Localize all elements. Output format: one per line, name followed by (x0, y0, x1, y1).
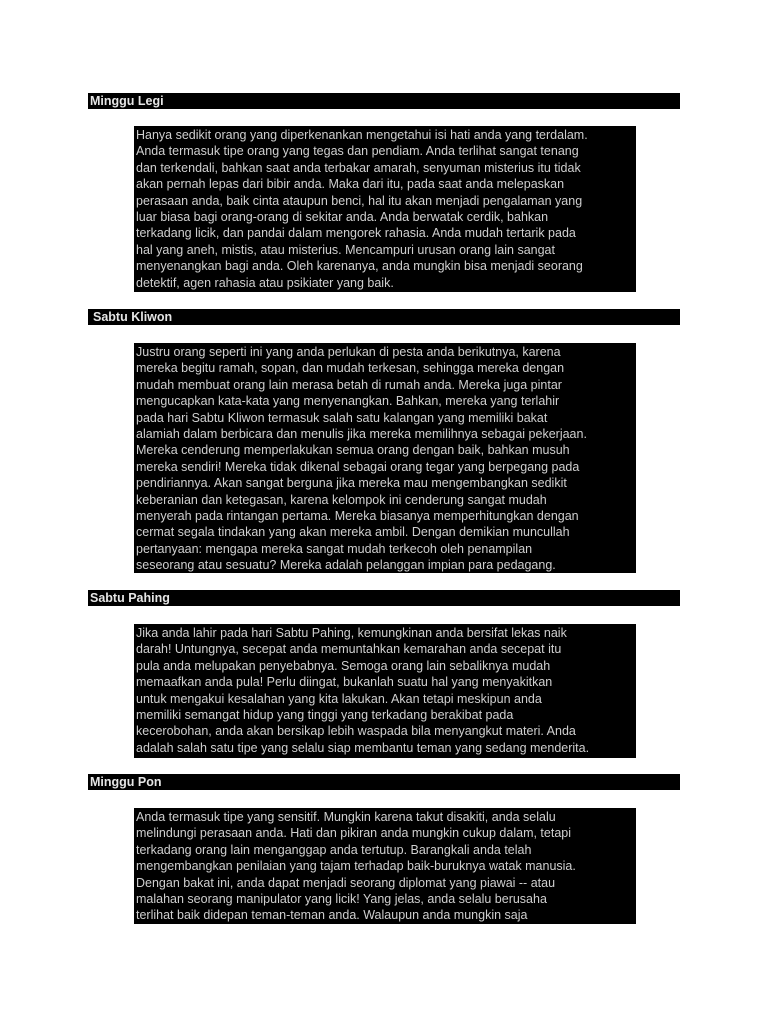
text-line: dan terkendali, bahkan saat anda terbakar amarah, senyuman misterius itu tidak (136, 160, 581, 175)
text-line: kecerobohan, anda akan bersikap lebih waspada bila menyangkut materi. Anda (136, 724, 576, 739)
section-text-sabtu-kliwon (134, 343, 636, 573)
text-line: perasaan anda, baik cinta ataupun benci, hal itu akan menjadi pengalaman yang (136, 193, 583, 208)
section-text-minggu-legi (134, 126, 636, 292)
section-heading-minggu-legi: Minggu Legi (88, 93, 680, 109)
text-line: pertanyaan: mengapa mereka sangat mudah terkecoh oleh penampilan (136, 541, 533, 556)
text-line: terkadang orang lain menganggap anda tertutup. Barangkali anda telah (136, 842, 532, 857)
text-line: terlihat baik didepan teman-teman anda. Walaupun anda mungkin saja (136, 908, 528, 923)
text-line: malahan seorang manipulator yang licik! Yang jelas, anda selalu berusaha (136, 892, 547, 907)
text-line: detektif, agen rahasia atau psikiater yang baik. (136, 275, 394, 290)
text-line: pula anda melupakan penyebabnya. Semoga orang lain sebaliknya mudah (136, 658, 551, 673)
text-line: luar biasa bagi orang-orang di sekitar anda. Anda berwatak cerdik, bahkan (136, 210, 549, 225)
text-line: Justru orang seperti ini yang anda perlukan di pesta anda berikutnya, karena (136, 345, 561, 359)
text-line: mengembangkan penilaian yang tajam terhadap baik-buruknya watak manusia. (136, 859, 576, 874)
text-line: akan pernah lepas dari bibir anda. Maka dari itu, pada saat anda melepaskan (136, 177, 565, 192)
text-line: pada hari Sabtu Kliwon termasuk salah satu kalangan yang memiliki bakat (136, 410, 548, 425)
text-line: hal yang aneh, mistis, atau misterius. Mencampuri urusan orang lain sangat (136, 242, 555, 257)
section-text-minggu-pon (134, 808, 636, 924)
text-line: mereka begitu ramah, sopan, dan mudah terkesan, sehingga mereka dengan (136, 361, 565, 376)
text-line: menyerah pada rintangan pertama. Mereka biasanya memperhitungkan dengan (136, 509, 579, 524)
text-line: Jika anda lahir pada hari Sabtu Pahing, kemungkinan anda bersifat lekas naik (136, 626, 567, 640)
section-heading-sabtu-kliwon: Sabtu Kliwon (88, 309, 680, 325)
text-line: Hanya sedikit orang yang diperkenankan mengetahui isi hati anda yang terdalam. (136, 128, 588, 142)
text-line: mudah membuat orang lain merasa betah di rumah anda. Mereka juga pintar (136, 377, 562, 392)
text-line: seseorang atau sesuatu? Mereka adalah pelanggan impian para pedagang. (136, 558, 556, 573)
text-line: melindungi perasaan anda. Hati dan pikiran anda mungkin cukup dalam, tetapi (136, 826, 572, 841)
text-line: mereka sendiri! Mereka tidak dikenal sebagai orang tegar yang berpegang pada (136, 459, 580, 474)
text-line: untuk mengakui kesalahan yang kita lakukan. Akan tetapi meskipun anda (136, 691, 542, 706)
text-line: alamiah dalam berbicara dan menulis jika mereka memilihnya sebagai pekerjaan. (136, 427, 587, 442)
text-line: menyenangkan bagi anda. Oleh karenanya, anda mungkin bisa menjadi seorang (136, 259, 583, 274)
text-line: cermat segala tindakan yang akan mereka ambil. Dengan demikian muncullah (136, 525, 570, 540)
text-line: Anda termasuk tipe orang yang tegas dan pendiam. Anda terlihat sangat tenang (136, 144, 579, 159)
section-text-sabtu-pahing (134, 624, 636, 758)
text-line: memaafkan anda pula! Perlu diingat, bukanlah suatu hal yang menyakitkan (136, 675, 553, 690)
text-line: Anda termasuk tipe yang sensitif. Mungkin karena takut disakiti, anda selalu (136, 810, 556, 824)
text-line: keberanian dan ketegasan, karena kelompok ini cenderung sangat mudah (136, 492, 547, 507)
text-line: adalah salah satu tipe yang selalu siap membantu teman yang sedang menderita. (136, 740, 590, 755)
text-line: mengucapkan kata-kata yang menyenangkan. Bahkan, mereka yang terlahir (136, 394, 560, 409)
text-line: memiliki semangat hidup yang tinggi yang terkadang berakibat pada (136, 708, 514, 723)
section-heading-minggu-pon: Minggu Pon (88, 774, 680, 790)
text-line: darah! Untungnya, secepat anda memuntahkan kemarahan anda secepat itu (136, 642, 562, 657)
text-line: Dengan bakat ini, anda dapat menjadi seorang diplomat yang piawai -- atau (136, 875, 556, 890)
text-line: pendiriannya. Akan sangat berguna jika mereka mau mengembangkan sedikit (136, 476, 567, 491)
text-line: Mereka cenderung memperlakukan semua orang dengan baik, bahkan musuh (136, 443, 570, 458)
text-line: terkadang licik, dan pandai dalam mengorek rahasia. Anda mudah tertarik pada (136, 226, 576, 241)
section-heading-sabtu-pahing: Sabtu Pahing (88, 590, 680, 606)
